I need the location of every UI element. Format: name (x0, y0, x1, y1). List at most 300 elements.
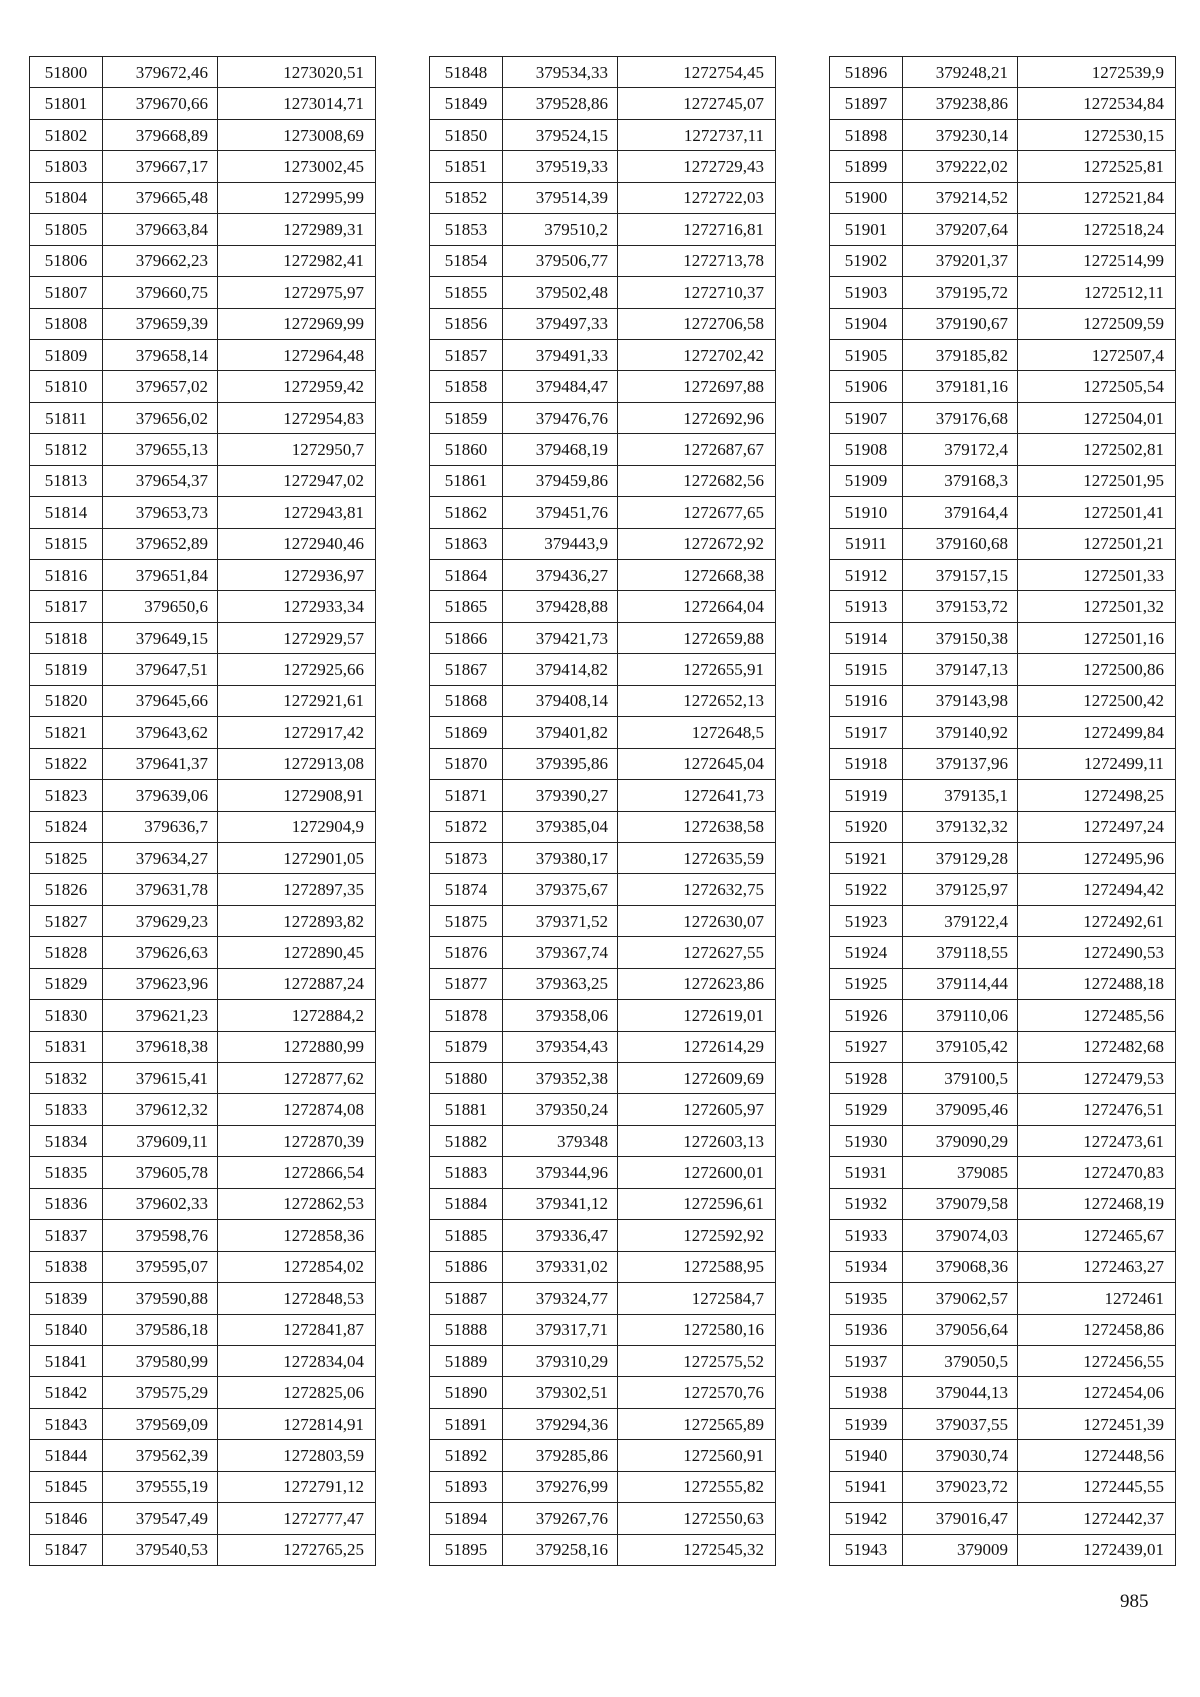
y-coordinate-cell: 1272713,78 (618, 245, 776, 276)
x-coordinate-cell: 379352,38 (503, 1063, 618, 1094)
x-coordinate-cell: 379414,82 (503, 654, 618, 685)
x-coordinate-cell: 379484,47 (503, 371, 618, 402)
point-number-cell: 51893 (430, 1471, 503, 1502)
coordinate-table-body (830, 57, 1176, 1566)
point-number-cell: 51939 (830, 1408, 903, 1439)
table-row (830, 1094, 1176, 1125)
table-row (830, 1440, 1176, 1471)
x-coordinate-cell: 379652,89 (103, 528, 218, 559)
point-number-cell: 51846 (30, 1503, 103, 1534)
point-number-cell: 51848 (430, 57, 503, 88)
point-number-cell: 51804 (30, 182, 103, 213)
point-number-cell: 51829 (30, 968, 103, 999)
table-row (30, 1408, 376, 1439)
point-number-cell: 51868 (430, 685, 503, 716)
x-coordinate-cell: 379267,76 (503, 1503, 618, 1534)
y-coordinate-cell: 1272710,37 (618, 277, 776, 308)
x-coordinate-cell: 379672,46 (103, 57, 218, 88)
y-coordinate-cell: 1273002,45 (218, 151, 376, 182)
point-number-cell: 51852 (430, 182, 503, 213)
table-row (830, 748, 1176, 779)
table-row (430, 748, 776, 779)
y-coordinate-cell: 1272488,18 (1018, 968, 1176, 999)
y-coordinate-cell: 1272841,87 (218, 1314, 376, 1345)
x-coordinate-cell: 379085 (903, 1157, 1018, 1188)
table-row (830, 622, 1176, 653)
table-row (430, 1471, 776, 1502)
point-number-cell: 51909 (830, 465, 903, 496)
table-row (830, 57, 1176, 88)
point-number-cell: 51941 (830, 1471, 903, 1502)
point-number-cell: 51925 (830, 968, 903, 999)
table-row (430, 1157, 776, 1188)
x-coordinate-cell: 379129,28 (903, 842, 1018, 873)
y-coordinate-cell: 1272570,76 (618, 1377, 776, 1408)
table-row (430, 1220, 776, 1251)
point-number-cell: 51843 (30, 1408, 103, 1439)
table-row (30, 1503, 376, 1534)
x-coordinate-cell: 379143,98 (903, 685, 1018, 716)
table-row (830, 842, 1176, 873)
point-number-cell: 51943 (830, 1534, 903, 1565)
point-number-cell: 51884 (430, 1188, 503, 1219)
table-row (430, 1031, 776, 1062)
x-coordinate-cell: 379636,7 (103, 811, 218, 842)
x-coordinate-cell: 379626,63 (103, 937, 218, 968)
y-coordinate-cell: 1272504,01 (1018, 402, 1176, 433)
table-row (430, 371, 776, 402)
y-coordinate-cell: 1272461 (1018, 1283, 1176, 1314)
x-coordinate-cell: 379436,27 (503, 560, 618, 591)
y-coordinate-cell: 1272765,25 (218, 1534, 376, 1565)
table-row (30, 685, 376, 716)
x-coordinate-cell: 379605,78 (103, 1157, 218, 1188)
y-coordinate-cell: 1272498,25 (1018, 780, 1176, 811)
point-number-cell: 51825 (30, 842, 103, 873)
table-row (830, 1063, 1176, 1094)
y-coordinate-cell: 1272627,55 (618, 937, 776, 968)
x-coordinate-cell: 379062,57 (903, 1283, 1018, 1314)
table-row (430, 1345, 776, 1376)
point-number-cell: 51841 (30, 1345, 103, 1376)
table-row (430, 308, 776, 339)
point-number-cell: 51920 (830, 811, 903, 842)
y-coordinate-cell: 1272501,33 (1018, 560, 1176, 591)
x-coordinate-cell: 379153,72 (903, 591, 1018, 622)
point-number-cell: 51929 (830, 1094, 903, 1125)
table-row (830, 245, 1176, 276)
x-coordinate-cell: 379044,13 (903, 1377, 1018, 1408)
table-row (30, 1125, 376, 1156)
x-coordinate-cell: 379468,19 (503, 434, 618, 465)
table-row (430, 119, 776, 150)
table-row (830, 402, 1176, 433)
table-row (830, 968, 1176, 999)
x-coordinate-cell: 379185,82 (903, 339, 1018, 370)
y-coordinate-cell: 1272500,86 (1018, 654, 1176, 685)
x-coordinate-cell: 379380,17 (503, 842, 618, 873)
table-row (830, 591, 1176, 622)
point-number-cell: 51834 (30, 1125, 103, 1156)
point-number-cell: 51813 (30, 465, 103, 496)
y-coordinate-cell: 1272687,67 (618, 434, 776, 465)
table-row (430, 1377, 776, 1408)
coordinate-table-body (430, 57, 776, 1566)
point-number-cell: 51890 (430, 1377, 503, 1408)
x-coordinate-cell: 379598,76 (103, 1220, 218, 1251)
x-coordinate-cell: 379090,29 (903, 1125, 1018, 1156)
table-row (830, 465, 1176, 496)
y-coordinate-cell: 1272492,61 (1018, 905, 1176, 936)
coordinate-table-body (30, 57, 376, 1566)
point-number-cell: 51912 (830, 560, 903, 591)
table-row (830, 1251, 1176, 1282)
y-coordinate-cell: 1272499,11 (1018, 748, 1176, 779)
x-coordinate-cell: 379195,72 (903, 277, 1018, 308)
point-number-cell: 51934 (830, 1251, 903, 1282)
y-coordinate-cell: 1272575,52 (618, 1345, 776, 1376)
point-number-cell: 51837 (30, 1220, 103, 1251)
point-number-cell: 51867 (430, 654, 503, 685)
table-row (30, 151, 376, 182)
table-row (830, 937, 1176, 968)
point-number-cell: 51849 (430, 88, 503, 119)
x-coordinate-cell: 379655,13 (103, 434, 218, 465)
point-number-cell: 51807 (30, 277, 103, 308)
x-coordinate-cell: 379172,4 (903, 434, 1018, 465)
x-coordinate-cell: 379590,88 (103, 1283, 218, 1314)
table-row (30, 1157, 376, 1188)
coordinate-table-1 (29, 56, 376, 1566)
y-coordinate-cell: 1272950,7 (218, 434, 376, 465)
point-number-cell: 51871 (430, 780, 503, 811)
point-number-cell: 51805 (30, 214, 103, 245)
point-number-cell: 51942 (830, 1503, 903, 1534)
point-number-cell: 51824 (30, 811, 103, 842)
point-number-cell: 51863 (430, 528, 503, 559)
table-row (430, 1000, 776, 1031)
table-row (30, 591, 376, 622)
table-row (30, 497, 376, 528)
point-number-cell: 51936 (830, 1314, 903, 1345)
table-row (30, 811, 376, 842)
point-number-cell: 51883 (430, 1157, 503, 1188)
table-row (30, 780, 376, 811)
y-coordinate-cell: 1272512,11 (1018, 277, 1176, 308)
y-coordinate-cell: 1272490,53 (1018, 937, 1176, 968)
table-row (430, 622, 776, 653)
table-row (430, 1408, 776, 1439)
y-coordinate-cell: 1272632,75 (618, 874, 776, 905)
x-coordinate-cell: 379150,38 (903, 622, 1018, 653)
table-row (30, 308, 376, 339)
y-coordinate-cell: 1272754,45 (618, 57, 776, 88)
point-number-cell: 51880 (430, 1063, 503, 1094)
table-row (430, 780, 776, 811)
table-row (830, 214, 1176, 245)
y-coordinate-cell: 1272825,06 (218, 1377, 376, 1408)
table-row (430, 497, 776, 528)
x-coordinate-cell: 379506,77 (503, 245, 618, 276)
table-row (430, 245, 776, 276)
y-coordinate-cell: 1272880,99 (218, 1031, 376, 1062)
page-number: 985 (1120, 1591, 1149, 1612)
point-number-cell: 51923 (830, 905, 903, 936)
y-coordinate-cell: 1272623,86 (618, 968, 776, 999)
point-number-cell: 51832 (30, 1063, 103, 1094)
y-coordinate-cell: 1272995,99 (218, 182, 376, 213)
table-row (30, 1534, 376, 1565)
x-coordinate-cell: 379645,66 (103, 685, 218, 716)
x-coordinate-cell: 379615,41 (103, 1063, 218, 1094)
y-coordinate-cell: 1272921,61 (218, 685, 376, 716)
y-coordinate-cell: 1272682,56 (618, 465, 776, 496)
x-coordinate-cell: 379132,32 (903, 811, 1018, 842)
table-row (830, 1157, 1176, 1188)
table-row (430, 1503, 776, 1534)
x-coordinate-cell: 379181,16 (903, 371, 1018, 402)
y-coordinate-cell: 1272596,61 (618, 1188, 776, 1219)
x-coordinate-cell: 379519,33 (503, 151, 618, 182)
y-coordinate-cell: 1272677,65 (618, 497, 776, 528)
point-number-cell: 51901 (830, 214, 903, 245)
y-coordinate-cell: 1272975,97 (218, 277, 376, 308)
y-coordinate-cell: 1272525,81 (1018, 151, 1176, 182)
table-row (30, 968, 376, 999)
point-number-cell: 51830 (30, 1000, 103, 1031)
point-number-cell: 51878 (430, 1000, 503, 1031)
table-row (430, 465, 776, 496)
table-row (830, 119, 1176, 150)
table-row (30, 874, 376, 905)
y-coordinate-cell: 1272697,88 (618, 371, 776, 402)
table-row (30, 1094, 376, 1125)
x-coordinate-cell: 379668,89 (103, 119, 218, 150)
x-coordinate-cell: 379657,02 (103, 371, 218, 402)
point-number-cell: 51908 (830, 434, 903, 465)
point-number-cell: 51926 (830, 1000, 903, 1031)
table-row (30, 182, 376, 213)
point-number-cell: 51870 (430, 748, 503, 779)
x-coordinate-cell: 379135,1 (903, 780, 1018, 811)
table-row (430, 685, 776, 716)
point-number-cell: 51853 (430, 214, 503, 245)
x-coordinate-cell: 379612,32 (103, 1094, 218, 1125)
point-number-cell: 51827 (30, 905, 103, 936)
x-coordinate-cell: 379248,21 (903, 57, 1018, 88)
x-coordinate-cell: 379023,72 (903, 1471, 1018, 1502)
x-coordinate-cell: 379037,55 (903, 1408, 1018, 1439)
point-number-cell: 51812 (30, 434, 103, 465)
x-coordinate-cell: 379428,88 (503, 591, 618, 622)
x-coordinate-cell: 379491,33 (503, 339, 618, 370)
x-coordinate-cell: 379354,43 (503, 1031, 618, 1062)
y-coordinate-cell: 1272947,02 (218, 465, 376, 496)
y-coordinate-cell: 1272862,53 (218, 1188, 376, 1219)
y-coordinate-cell: 1272539,9 (1018, 57, 1176, 88)
point-number-cell: 51872 (430, 811, 503, 842)
point-number-cell: 51902 (830, 245, 903, 276)
table-row (830, 874, 1176, 905)
x-coordinate-cell: 379631,78 (103, 874, 218, 905)
point-number-cell: 51828 (30, 937, 103, 968)
point-number-cell: 51879 (430, 1031, 503, 1062)
y-coordinate-cell: 1272929,57 (218, 622, 376, 653)
table-row (430, 1063, 776, 1094)
point-number-cell: 51927 (830, 1031, 903, 1062)
y-coordinate-cell: 1272854,02 (218, 1251, 376, 1282)
x-coordinate-cell: 379276,99 (503, 1471, 618, 1502)
x-coordinate-cell: 379056,64 (903, 1314, 1018, 1345)
y-coordinate-cell: 1272814,91 (218, 1408, 376, 1439)
x-coordinate-cell: 379653,73 (103, 497, 218, 528)
table-row (830, 780, 1176, 811)
y-coordinate-cell: 1272858,36 (218, 1220, 376, 1251)
y-coordinate-cell: 1272502,81 (1018, 434, 1176, 465)
table-row (830, 88, 1176, 119)
y-coordinate-cell: 1272619,01 (618, 1000, 776, 1031)
table-row (430, 528, 776, 559)
table-row (430, 591, 776, 622)
point-number-cell: 51928 (830, 1063, 903, 1094)
point-number-cell: 51869 (430, 717, 503, 748)
point-number-cell: 51851 (430, 151, 503, 182)
point-number-cell: 51900 (830, 182, 903, 213)
point-number-cell: 51833 (30, 1094, 103, 1125)
x-coordinate-cell: 379502,48 (503, 277, 618, 308)
y-coordinate-cell: 1272580,16 (618, 1314, 776, 1345)
y-coordinate-cell: 1272641,73 (618, 780, 776, 811)
x-coordinate-cell: 379654,37 (103, 465, 218, 496)
y-coordinate-cell: 1272630,07 (618, 905, 776, 936)
y-coordinate-cell: 1272501,21 (1018, 528, 1176, 559)
y-coordinate-cell: 1272445,55 (1018, 1471, 1176, 1502)
point-number-cell: 51906 (830, 371, 903, 402)
x-coordinate-cell: 379310,29 (503, 1345, 618, 1376)
table-row (30, 1031, 376, 1062)
point-number-cell: 51855 (430, 277, 503, 308)
table-row (430, 905, 776, 936)
table-row (30, 1471, 376, 1502)
coordinate-table-2 (429, 56, 776, 1566)
point-number-cell: 51937 (830, 1345, 903, 1376)
y-coordinate-cell: 1272614,29 (618, 1031, 776, 1062)
x-coordinate-cell: 379302,51 (503, 1377, 618, 1408)
table-row (430, 57, 776, 88)
x-coordinate-cell: 379214,52 (903, 182, 1018, 213)
y-coordinate-cell: 1272609,69 (618, 1063, 776, 1094)
y-coordinate-cell: 1272777,47 (218, 1503, 376, 1534)
point-number-cell: 51838 (30, 1251, 103, 1282)
y-coordinate-cell: 1272729,43 (618, 151, 776, 182)
table-row (830, 1377, 1176, 1408)
y-coordinate-cell: 1272870,39 (218, 1125, 376, 1156)
x-coordinate-cell: 379341,12 (503, 1188, 618, 1219)
y-coordinate-cell: 1272933,34 (218, 591, 376, 622)
table-row (430, 874, 776, 905)
y-coordinate-cell: 1272791,12 (218, 1471, 376, 1502)
table-row (30, 465, 376, 496)
y-coordinate-cell: 1272584,7 (618, 1283, 776, 1314)
x-coordinate-cell: 379125,97 (903, 874, 1018, 905)
table-row (830, 560, 1176, 591)
point-number-cell: 51850 (430, 119, 503, 150)
y-coordinate-cell: 1272550,63 (618, 1503, 776, 1534)
x-coordinate-cell: 379540,53 (103, 1534, 218, 1565)
table-row (430, 1283, 776, 1314)
table-row (830, 277, 1176, 308)
x-coordinate-cell: 379623,96 (103, 968, 218, 999)
table-row (430, 560, 776, 591)
point-number-cell: 51865 (430, 591, 503, 622)
x-coordinate-cell: 379176,68 (903, 402, 1018, 433)
point-number-cell: 51800 (30, 57, 103, 88)
table-row (430, 1534, 776, 1565)
table-row (830, 1408, 1176, 1439)
table-row (30, 1314, 376, 1345)
y-coordinate-cell: 1272692,96 (618, 402, 776, 433)
y-coordinate-cell: 1272884,2 (218, 1000, 376, 1031)
x-coordinate-cell: 379451,76 (503, 497, 618, 528)
x-coordinate-cell: 379524,15 (503, 119, 618, 150)
point-number-cell: 51819 (30, 654, 103, 685)
x-coordinate-cell: 379385,04 (503, 811, 618, 842)
point-number-cell: 51894 (430, 1503, 503, 1534)
x-coordinate-cell: 379395,86 (503, 748, 618, 779)
x-coordinate-cell: 379095,46 (903, 1094, 1018, 1125)
x-coordinate-cell: 379030,74 (903, 1440, 1018, 1471)
x-coordinate-cell: 379497,33 (503, 308, 618, 339)
y-coordinate-cell: 1272874,08 (218, 1094, 376, 1125)
table-row (430, 1094, 776, 1125)
y-coordinate-cell: 1272499,84 (1018, 717, 1176, 748)
point-number-cell: 51889 (430, 1345, 503, 1376)
point-number-cell: 51864 (430, 560, 503, 591)
point-number-cell: 51806 (30, 245, 103, 276)
x-coordinate-cell: 379408,14 (503, 685, 618, 716)
table-row (830, 1283, 1176, 1314)
x-coordinate-cell: 379074,03 (903, 1220, 1018, 1251)
y-coordinate-cell: 1272737,11 (618, 119, 776, 150)
y-coordinate-cell: 1272940,46 (218, 528, 376, 559)
point-number-cell: 51895 (430, 1534, 503, 1565)
point-number-cell: 51921 (830, 842, 903, 873)
y-coordinate-cell: 1272463,27 (1018, 1251, 1176, 1282)
x-coordinate-cell: 379160,68 (903, 528, 1018, 559)
y-coordinate-cell: 1272501,41 (1018, 497, 1176, 528)
y-coordinate-cell: 1272476,51 (1018, 1094, 1176, 1125)
point-number-cell: 51933 (830, 1220, 903, 1251)
table-row (30, 1377, 376, 1408)
y-coordinate-cell: 1272458,86 (1018, 1314, 1176, 1345)
y-coordinate-cell: 1272465,67 (1018, 1220, 1176, 1251)
point-number-cell: 51940 (830, 1440, 903, 1471)
x-coordinate-cell: 379348 (503, 1125, 618, 1156)
x-coordinate-cell: 379122,4 (903, 905, 1018, 936)
x-coordinate-cell: 379336,47 (503, 1220, 618, 1251)
point-number-cell: 51903 (830, 277, 903, 308)
point-number-cell: 51808 (30, 308, 103, 339)
point-number-cell: 51892 (430, 1440, 503, 1471)
point-number-cell: 51904 (830, 308, 903, 339)
table-row (430, 717, 776, 748)
y-coordinate-cell: 1272521,84 (1018, 182, 1176, 213)
x-coordinate-cell: 379317,71 (503, 1314, 618, 1345)
y-coordinate-cell: 1272936,97 (218, 560, 376, 591)
coordinate-table-3 (829, 56, 1176, 1566)
point-number-cell: 51856 (430, 308, 503, 339)
table-row (30, 371, 376, 402)
